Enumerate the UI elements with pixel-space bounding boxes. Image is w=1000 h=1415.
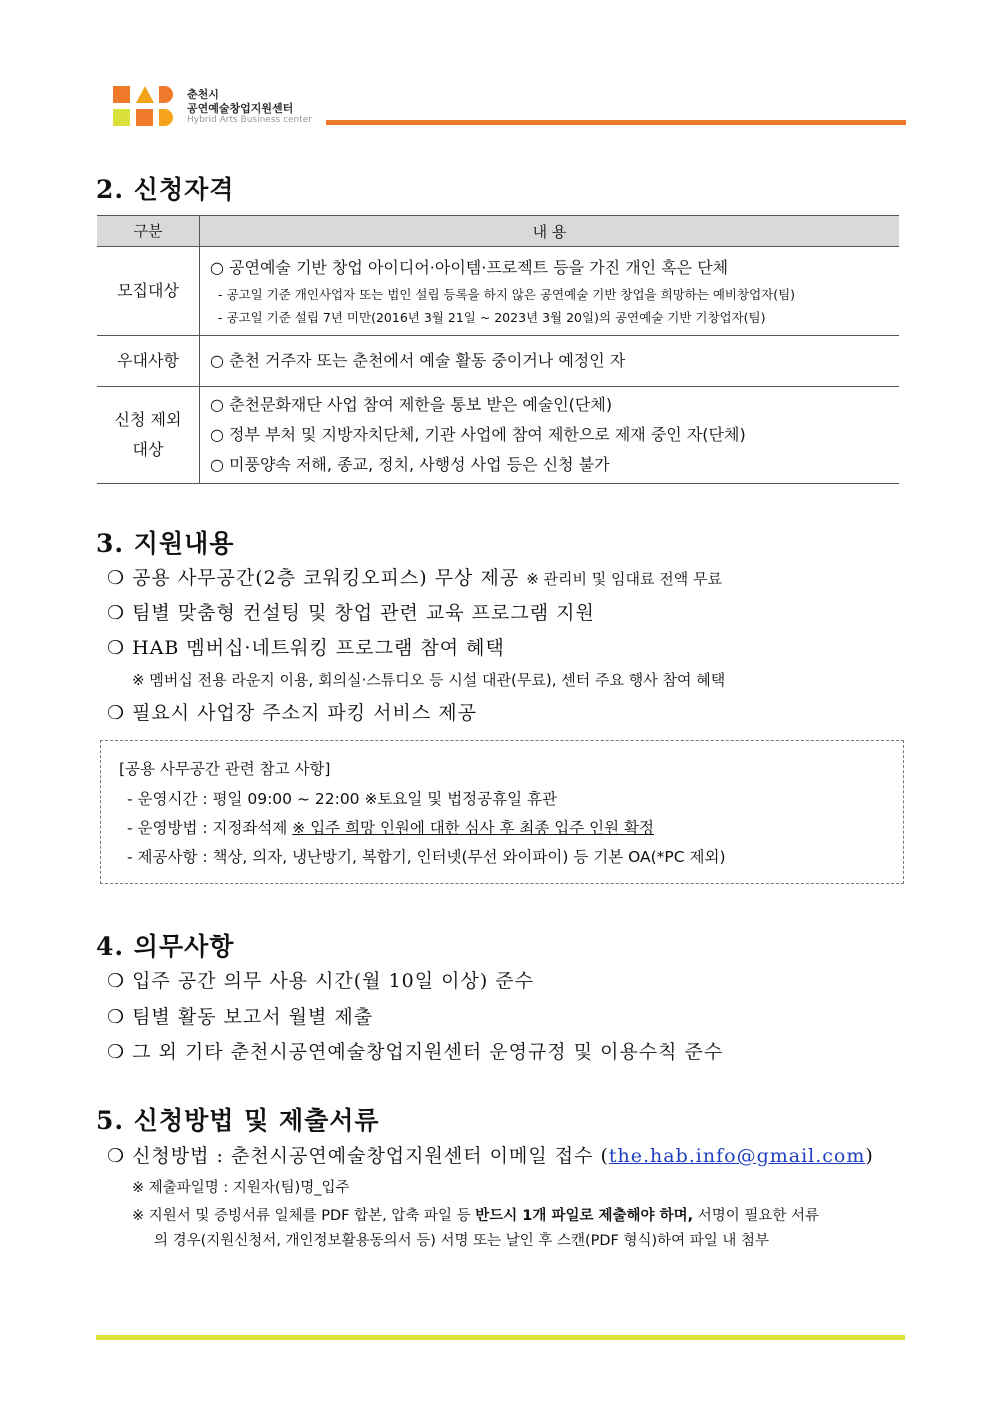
- table-row-exclusion: [97, 387, 899, 484]
- row-label-line: 신청 제외: [114, 410, 182, 429]
- section-5-title: 5. 신청방법 및 제출서류: [96, 1106, 380, 1135]
- support-item: ❍ 필요시 사업장 주소지 파킹 서비스 제공: [107, 702, 477, 724]
- section-2-title: 2. 신청자격: [96, 175, 235, 204]
- table-row-recruit-target: [97, 247, 899, 336]
- table-row-preference: [97, 336, 899, 387]
- method-text: ❍ 신청방법 : 춘천시공연예술창업지원센터 이메일 접수 (: [107, 1145, 609, 1167]
- row-label-line: 대상: [132, 440, 164, 459]
- eligibility-table: [97, 215, 899, 484]
- support-item: ❍ HAB 멤버십·네트워킹 프로그램 참여 혜택: [107, 637, 505, 659]
- notice-operation-text: - 운영방법 : 지정좌석제: [127, 819, 293, 837]
- notice-title: [공용 사무공간 관련 참고 사항]: [119, 760, 331, 778]
- content-line: ○ 춘천문화재단 사업 참여 제한을 통보 받은 예술인(단체): [210, 395, 613, 414]
- logo-city: 춘천시: [187, 88, 219, 101]
- table-header-row: [97, 216, 899, 247]
- row-content: [200, 336, 900, 387]
- content-subline: - 공고일 기준 개인사업자 또는 법인 설립 등록을 하지 않은 공연예술 기반 창업을 희망하는 예비창업자(팀): [218, 287, 796, 302]
- membership-note: ※ 멤버십 전용 라운지 이용, 회의실·스튜디오 등 시설 대관(무료), 센터 주요 행사 참여 혜택: [132, 671, 726, 689]
- notice-provisions: - 제공사항 : 책상, 의자, 냉난방기, 복합기, 인터넷(무선 와이파이) 등 기본 OA(*PC 제외): [127, 848, 726, 866]
- notice-operation-underlined: ※ 입주 희망 인원에 대한 심사 후 최종 입주 인원 확정: [292, 819, 654, 837]
- content-subline: - 공고일 기준 설립 7년 미만(2016년 3월 21일 ~ 2023년 3월 20일)의 공연예술 기반 기창업자(팀): [218, 310, 766, 325]
- application-method: [107, 1141, 874, 1168]
- duty-item: ❍ 입주 공간 의무 사용 시간(월 10일 이상) 준수: [107, 970, 535, 992]
- office-notice-box: [100, 740, 904, 884]
- row-label: [97, 387, 200, 484]
- duty-item: ❍ 그 외 기타 춘천시공연예술창업지원센터 운영규정 및 이용수칙 준수: [107, 1041, 724, 1063]
- section-4-title: 4. 의무사항: [96, 932, 235, 961]
- content-line: ○ 춘천 거주자 또는 춘천에서 예술 활동 중이거나 예정인 자: [210, 351, 626, 370]
- method-suffix: ): [865, 1145, 874, 1167]
- logo-mark: [113, 86, 181, 128]
- row-content: [200, 387, 900, 484]
- logo-center-name: 공연예술창업지원센터: [187, 102, 294, 115]
- content-line: ○ 정부 부처 및 지방자치단체, 기관 사업에 참여 제한으로 제재 중인 자(단체): [210, 425, 746, 444]
- table-header-content: 내 용: [200, 216, 900, 247]
- row-content: [200, 247, 900, 336]
- email-link[interactable]: the.hab.info@gmail.com: [608, 1145, 866, 1167]
- footer-divider: [96, 1335, 905, 1340]
- content-line: ○ 공연예술 기반 창업 아이디어·아이템·프로젝트 등을 가진 개인 혹은 단체: [210, 258, 729, 277]
- hab-logo: [113, 86, 333, 128]
- row-label: 모집대상: [97, 247, 200, 336]
- submission-note-bold: 반드시 1개 파일로 제출해야 하며,: [475, 1208, 694, 1224]
- row-label: 우대사항: [97, 336, 200, 387]
- submission-note-text: ※ 지원서 및 증빙서류 일체를 PDF 합본, 압축 파일 등: [132, 1208, 476, 1224]
- filename-note: ※ 제출파일명 : 지원자(팀)명_입주: [132, 1180, 350, 1196]
- submission-note-continued: 의 경우(지원신청서, 개인정보활용동의서 등) 서명 또는 날인 후 스캔(PDF 형식)하여 파일 내 첨부: [154, 1233, 770, 1249]
- content-line: ○ 미풍양속 저해, 종교, 정치, 사행성 사업 등은 신청 불가: [210, 455, 610, 474]
- support-item: [107, 563, 722, 590]
- submission-note-text: 서명이 필요한 서류: [693, 1208, 820, 1224]
- table-header-category: 구분: [97, 216, 200, 247]
- submission-note: [132, 1204, 819, 1225]
- support-item-note: ※ 관리비 및 임대료 전액 무료: [526, 570, 723, 588]
- support-item-text: ❍ 공용 사무공간(2층 코워킹오피스) 무상 제공: [107, 567, 520, 589]
- section-3-title: 3. 지원내용: [96, 529, 235, 558]
- notice-operation: [127, 816, 654, 838]
- notice-hours: - 운영시간 : 평일 09:00 ~ 22:00 ※토요일 및 법정공휴일 휴관: [127, 790, 557, 808]
- header-divider: [326, 120, 906, 125]
- support-item: ❍ 팀별 맞춤형 컨설팅 및 창업 관련 교육 프로그램 지원: [107, 602, 595, 624]
- duty-item: ❍ 팀별 활동 보고서 월별 제출: [107, 1006, 374, 1028]
- logo-english-name: Hybrid Arts Business center: [187, 115, 313, 125]
